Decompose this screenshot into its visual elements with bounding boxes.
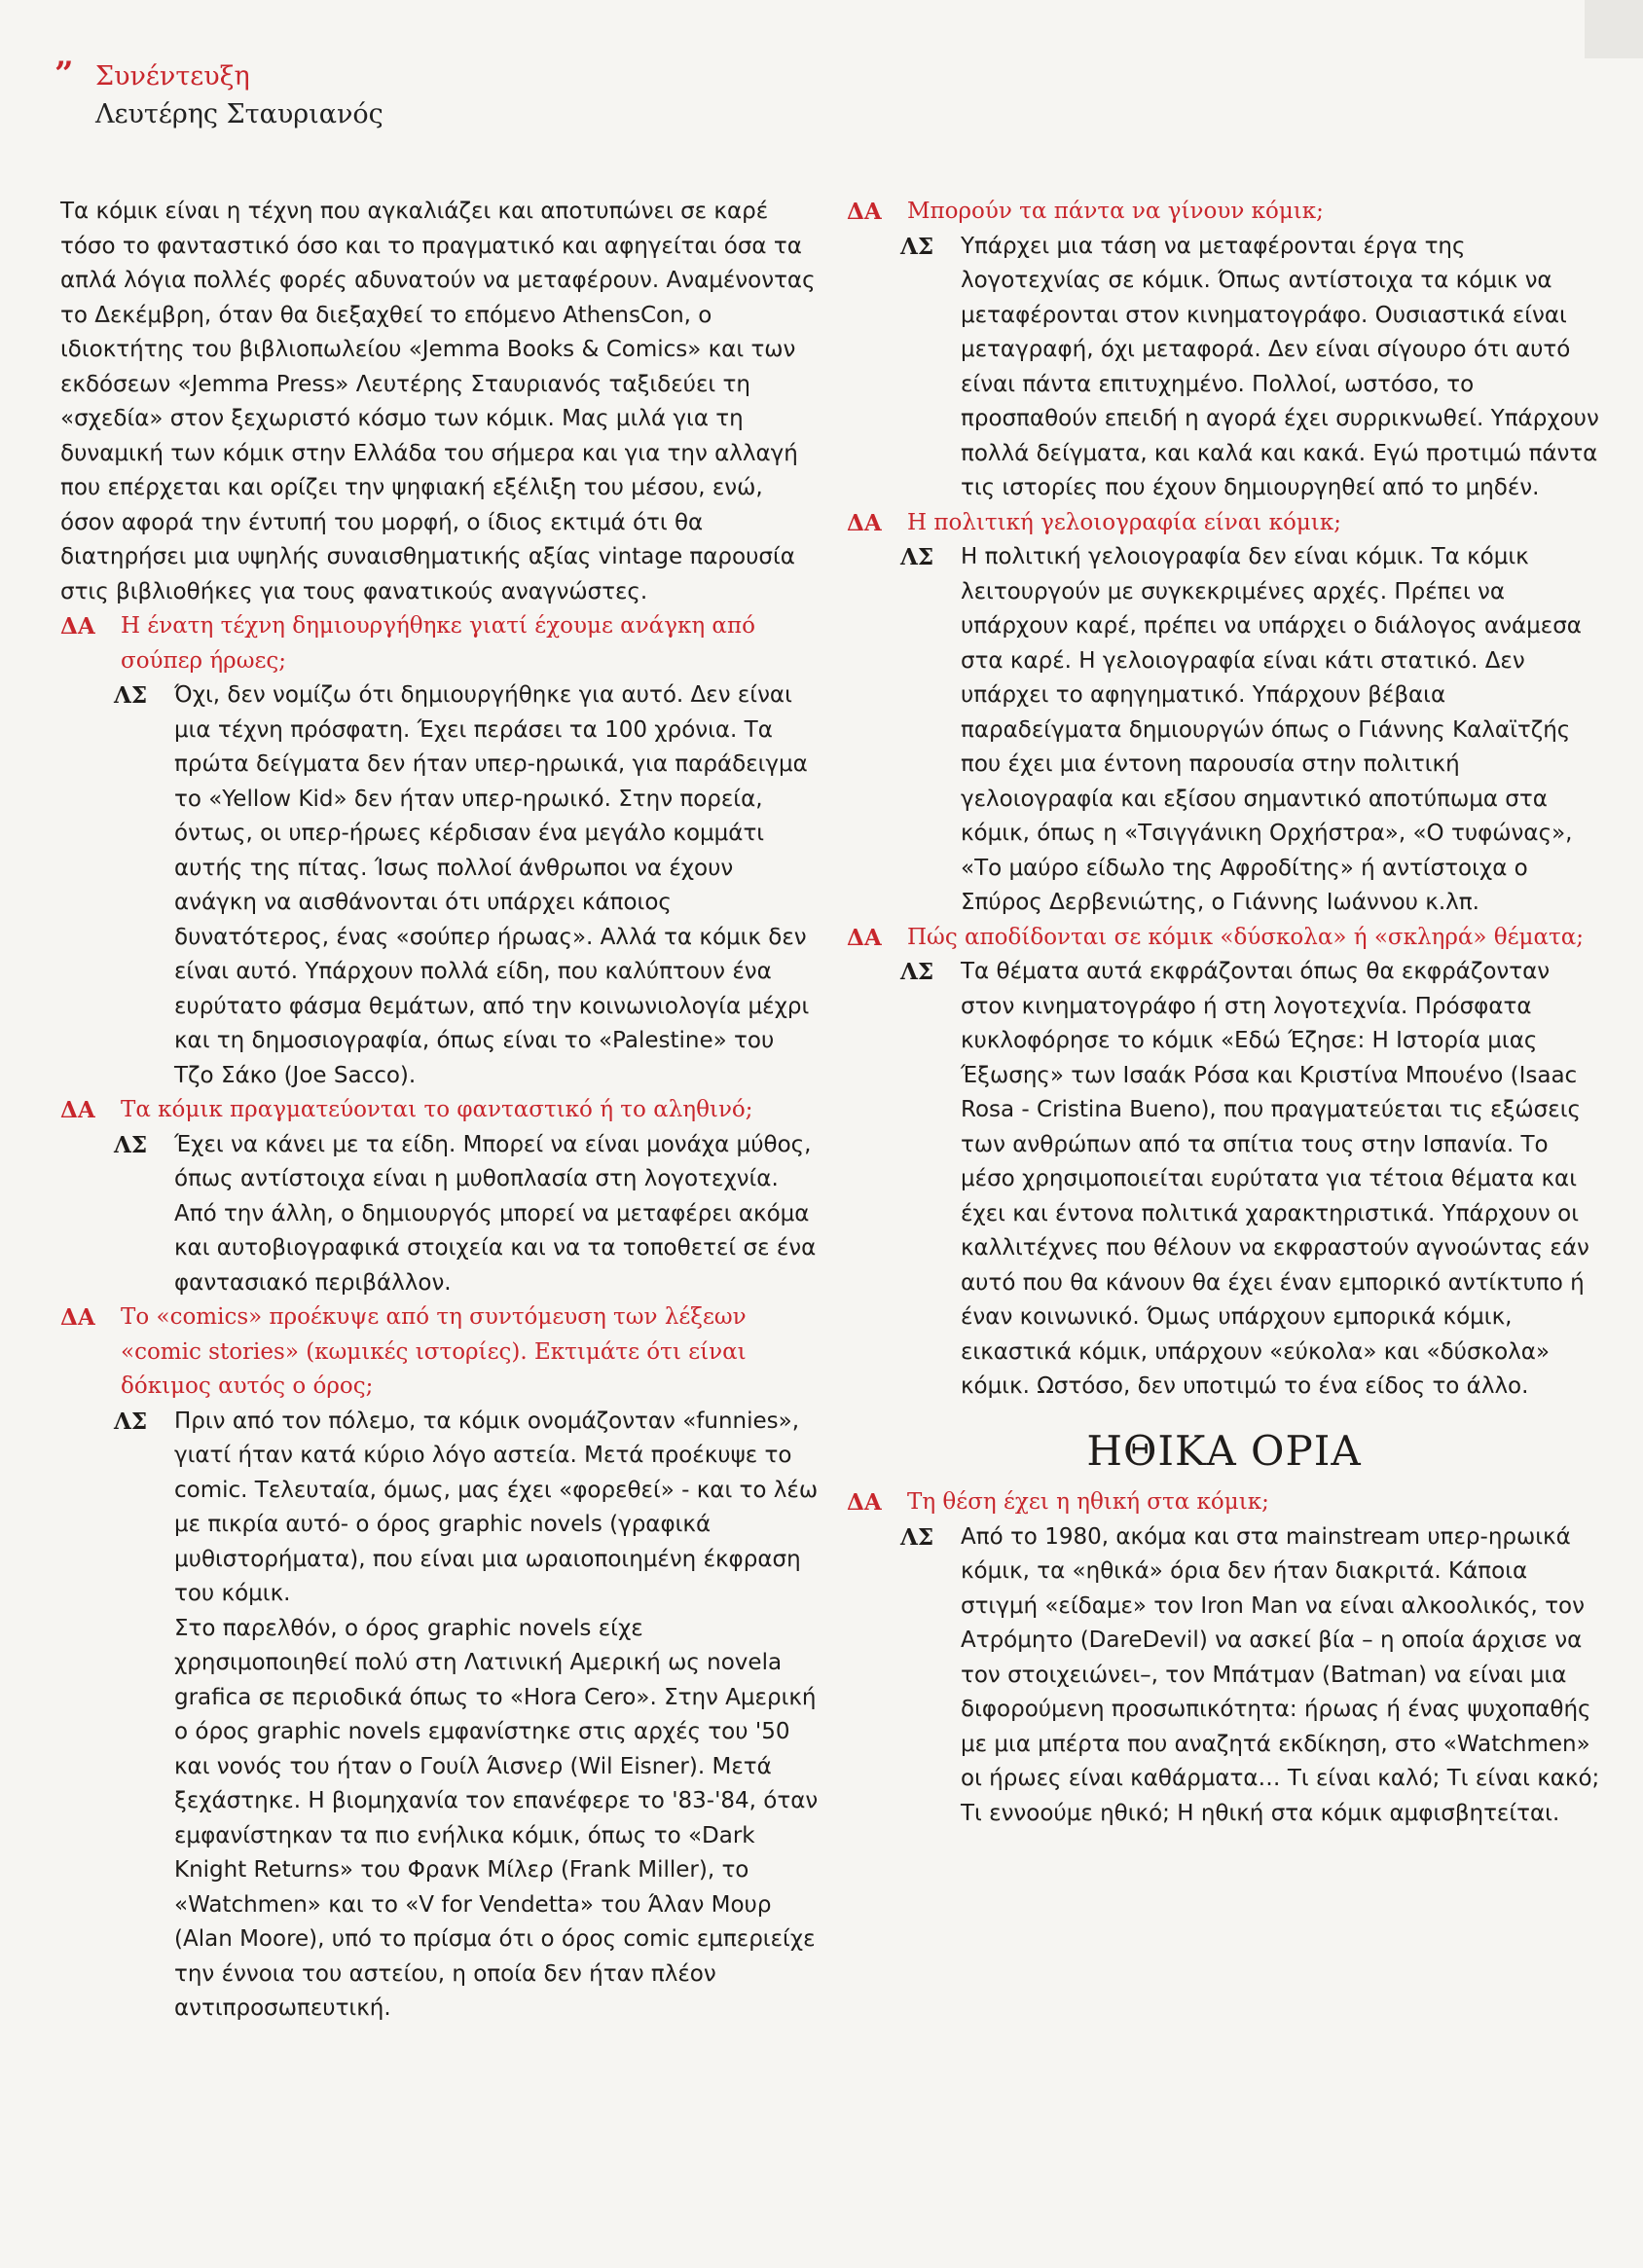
- interviewer-tag: ΔΑ: [60, 1097, 95, 1123]
- question: [60, 609, 820, 678]
- question-text: Μπορούν τα πάντα να γίνουν κόμικ;: [907, 199, 1324, 224]
- interviewer-tag: ΔΑ: [847, 509, 882, 536]
- answer-continuation: Στο παρελθόν, ο όρος graphic novels είχε χρησιμοποιηθεί πολύ στη Λατινική Αμερική ως novela grafica σε περιοδικά όπως το «Hora Cero». Στην Αμερική ο όρος graphic novels εμφανίστηκε στις αρχές του '50 και νονός του ήταν ο Γουίλ Άισνερ (Wil Eisner). Μετά ξεχάστηκε. Η βιομηχανία τον επανέφερε το '83-'84, όταν εμφανίστηκαν τα πιο ενήλικα κόμικ, όπως το «Dark Knight Returns» του Φρανκ Μίλερ (Frank Miller), το «Watchmen» και το «V for Vendetta» του Άλαν Μουρ (Alan Moore), υπό το πρίσμα ότι ο όρος comic εμπεριείχε την έννοια του αστείου, η οποία δεν ήταν πλέον αντιπροσωπευτική.: [174, 1615, 819, 2021]
- interviewee-tag: ΛΣ: [900, 959, 934, 985]
- question: [60, 1093, 820, 1128]
- question-text: Η πολιτική γελοιογραφία είναι κόμικ;: [907, 509, 1341, 535]
- quote-mark-icon: ”: [55, 55, 72, 93]
- question: [847, 506, 1601, 541]
- answer: [60, 678, 820, 1093]
- right-column: [847, 195, 1601, 1831]
- interviewee-tag: ΛΣ: [114, 1131, 148, 1158]
- answer: [847, 230, 1601, 506]
- answer-text: Η πολιτική γελοιογραφία δεν είναι κόμικ. Τα κόμικ λειτουργούν με συγκεκριμένες αρχές. Πρέπει να υπάρχουν καρέ, πρέπει να υπάρχει ο διάλογος ανάμεσα στα καρέ. Η γελοιογραφία είναι κάτι στατικό. Δεν υπάρχει το αφηγηματικό. Υπάρχουν βέβαια παραδείγματα δημιουργών όπως ο Γιάννης Καλαϊτζής που έχει μια έντονη παρουσία στην πολιτική γελοιογραφία και εξίσου σημαντικό αποτύπωμα στα κόμικ, όπως η «Τσιγγάνικη Ορχήστρα», «Ο τυφώνας», «Το μαύρο είδωλο της Αφροδίτης» ή αντίστοιχα ο Σπύρος Δερβενιώτης, ο Γιάννης Ιωάννου κ.λπ.: [961, 544, 1582, 915]
- answer: [847, 1520, 1601, 1832]
- answer-text: Έχει να κάνει με τα είδη. Μπορεί να είναι μονάχα μύθος, όπως αντίστοιχα είναι η μυθοπλασία στη λογοτεχνία. Από την άλλη, ο δημιουργός μπορεί να μεταφέρει ακόμα και αυτοβιογραφικά στοιχεία και να τα τοποθετεί σε ένα φαντασιακό περιβάλλον.: [174, 1131, 817, 1296]
- interviewer-tag: ΔΑ: [847, 924, 882, 951]
- qa-block: [60, 609, 820, 1093]
- question: [847, 921, 1601, 956]
- section-heading: ΗΘΙΚΑ ΟΡΙΑ: [1086, 1426, 1362, 1475]
- qa-block: [60, 1093, 820, 1300]
- answer: [847, 540, 1601, 921]
- qa-block: [847, 195, 1601, 506]
- interviewer-tag: ΔΑ: [847, 1489, 882, 1516]
- intro-paragraph: Τα κόμικ είναι η τέχνη που αγκαλιάζει και αποτυπώνει σε καρέ τόσο το φανταστικό όσο και το πραγματικό και αφηγείται όσα τα απλά λόγια πολλές φορές αδυνατούν να μεταφέρουν. Αναμένοντας το Δεκέμβρη, όταν θα διεξαχθεί το επόμενο AthensCon, ο ιδιοκτήτης του βιβλιοπωλείου «Jemma Books & Comics» και των εκδόσεων «Jemma Press» Λευτέρης Σταυριανός ταξιδεύει τη «σχεδία» στον ξεχωριστό κόσμο των κόμικ. Μας μιλά για τη δυναμική των κόμικ στην Ελλάδα του σήμερα και για την αλλαγή που επέρχεται και ορίζει την ψηφιακή εξέλιξη του μέσου, ενώ, όσον αφορά την έντυπή του μορφή, ο ίδιος εκτιμά ότι θα διατηρήσει μια υψηλής συναισθηματικής αξίας vintage παρουσία στις βιβλιοθήκες για τους φανατικούς αναγνώστες.: [60, 199, 816, 604]
- answer-text: Πριν από τον πόλεμο, τα κόμικ ονομάζονταν «funnies», γιατί ήταν κατά κύριο λόγο αστεία. Μετά προέκυψε το comic. Τελευταία, όμως, μας έχει «φορεθεί» - και το λέω με πικρία αυτό- ο όρος graphic novels (γραφικά μυθιστορήματα), που είναι μια ωραιοποιημένη έκφραση του κόμικ.: [174, 1408, 819, 1606]
- qa-block: [60, 1300, 820, 2027]
- qa-block: [847, 506, 1601, 921]
- interviewer-tag: ΔΑ: [60, 1304, 95, 1331]
- interviewee-tag: ΛΣ: [900, 1523, 934, 1551]
- interviewee-tag: ΛΣ: [900, 233, 934, 260]
- answer-text: Από το 1980, ακόμα και στα mainstream υπερ-ηρωικά κόμικ, τα «ηθικά» όρια δεν ήταν διακριτά. Κάποια στιγμή «είδαμε» τον Iron Man να είναι αλκοολικός, τον Ατρόμητο (DareDevil) να ασκεί βία – η οποία άρχισε να τον στοιχειώνει–, τον Μπάτμαν (Batman) να είναι μια διφορούμενη προσωπικότητα: ήρωας ή ένας ψυχοπαθής με μια μπέρτα που αναζητά εκδίκηση, στο «Watchmen» οι ήρωες είναι καθάρματα… Τι είναι καλό; Τι είναι κακό; Τι εννοούμε ηθικό; Η ηθική στα κόμικ αμφισβητείται.: [961, 1523, 1600, 1826]
- left-column: [60, 195, 820, 2027]
- interviewer-tag: ΔΑ: [847, 199, 882, 225]
- interviewee-tag: ΛΣ: [114, 1408, 148, 1435]
- answer: [60, 1128, 820, 1301]
- article-header: [55, 55, 383, 129]
- answer: [60, 1405, 820, 1612]
- interviewer-tag: ΔΑ: [60, 613, 95, 640]
- question-text: Τη θέση έχει η ηθική στα κόμικ;: [907, 1489, 1269, 1515]
- question-text: Η ένατη τέχνη δημιουργήθηκε γιατί έχουμε ανάγκη από σούπερ ήρωες;: [121, 613, 755, 674]
- answer: [847, 955, 1601, 1405]
- question-text: Το «comics» προέκυψε από τη συντόμευση των λέξεων «comic stories» (κωμικές ιστορίες). Εκτιμάτε ότι είναι δόκιμος αυτός ο όρος;: [121, 1304, 747, 1399]
- answer-text: Υπάρχει μια τάση να μεταφέρονται έργα της λογοτεχνίας σε κόμικ. Όπως αντίστοιχα τα κόμικ να μεταφέρονται στον κινηματογράφο. Ουσιαστικά είναι μεταγραφή, όχι μεταφορά. Δεν είναι σίγουρο ότι αυτό είναι πάντα επιτυχημένο. Πολλοί, ωστόσο, το προσπαθούν επειδή η αγορά έχει συρρικνωθεί. Υπάρχουν πολλά δείγματα, και καλά και κακά. Εγώ προτιμώ πάντα τις ιστορίες που έχουν δημιουργηθεί από το μηδέν.: [961, 233, 1599, 500]
- answer-text: Όχι, δεν νομίζω ότι δημιουργήθηκε για αυτό. Δεν είναι μια τέχνη πρόσφατη. Έχει περάσει τα 100 χρόνια. Τα πρώτα δείγματα δεν ήταν υπερ-ηρωικά, για παράδειγμα το «Yellow Kid» δεν ήταν υπερ-ηρωικό. Στην πορεία, όντως, οι υπερ-ήρωες κέρδισαν ένα μεγάλο κομμάτι αυτής της πίτας. Ίσως πολλοί άνθρωποι να έχουν ανάγκη να αισθάνονται ότι υπάρχει κάποιος δυνατότερος, ένας «σούπερ ήρωας». Αλλά τα κόμικ δεν είναι αυτό. Υπάρχουν πολλά είδη, που καλύπτουν ένα ευρύτατο φάσμα θεμάτων, από την κοινωνιολογία μέχρι και τη δημοσιογραφία, όπως είναι το «Palestine» του Τζο Σάκο (Joe Sacco).: [174, 682, 810, 1088]
- question: [60, 1300, 820, 1405]
- qa-block: [847, 1485, 1601, 1831]
- interviewee-tag: ΛΣ: [900, 544, 934, 570]
- corner-ornament: [1585, 0, 1643, 58]
- interviewee-tag: ΛΣ: [114, 682, 148, 709]
- question: [847, 1485, 1601, 1520]
- answer-text: Τα θέματα αυτά εκφράζονται όπως θα εκφράζονταν στον κινηματογράφο ή στη λογοτεχνία. Πρόσφατα κυκλοφόρησε το κόμικ «Εδώ Έζησε: Η Ιστορία μιας Έξωσης» των Ισαάκ Ρόσα και Κριστίνα Μπουένο (Isaac Rosa - Cristina Bueno), που πραγματεύεται τις εξώσεις των ανθρώπων από τα σπίτια τους στην Ισπανία. Το μέσο χρησιμοποιείται ευρύτατα για τέτοια θέματα και έχει και έντονα πολιτικά χαρακτηριστικά. Υπάρχουν οι καλλιτέχνες που θέλουν να εκφραστούν αγνοώντας εάν αυτό που θα κάνουν θα έχει έναν εμπορικό αντίκτυπο ή έναν κοινωνικό. Όμως υπάρχουν εμπορικά κόμικ, εικαστικά κόμικ, υπάρχουν «εύκολα» και «δύσκολα» κόμικ. Ωστόσο, δεν υποτιμώ το ένα είδος το άλλο.: [961, 959, 1589, 1399]
- qa-block: [847, 921, 1601, 1405]
- question-text: Τα κόμικ πραγματεύονται το φανταστικό ή το αληθινό;: [121, 1097, 753, 1122]
- author-name: Λευτέρης Σταυριανός: [95, 99, 383, 129]
- question-text: Πώς αποδίδονται σε κόμικ «δύσκολα» ή «σκληρά» θέματα;: [907, 924, 1585, 950]
- question: [847, 195, 1601, 230]
- section-label: Συνέντευξη: [95, 61, 250, 91]
